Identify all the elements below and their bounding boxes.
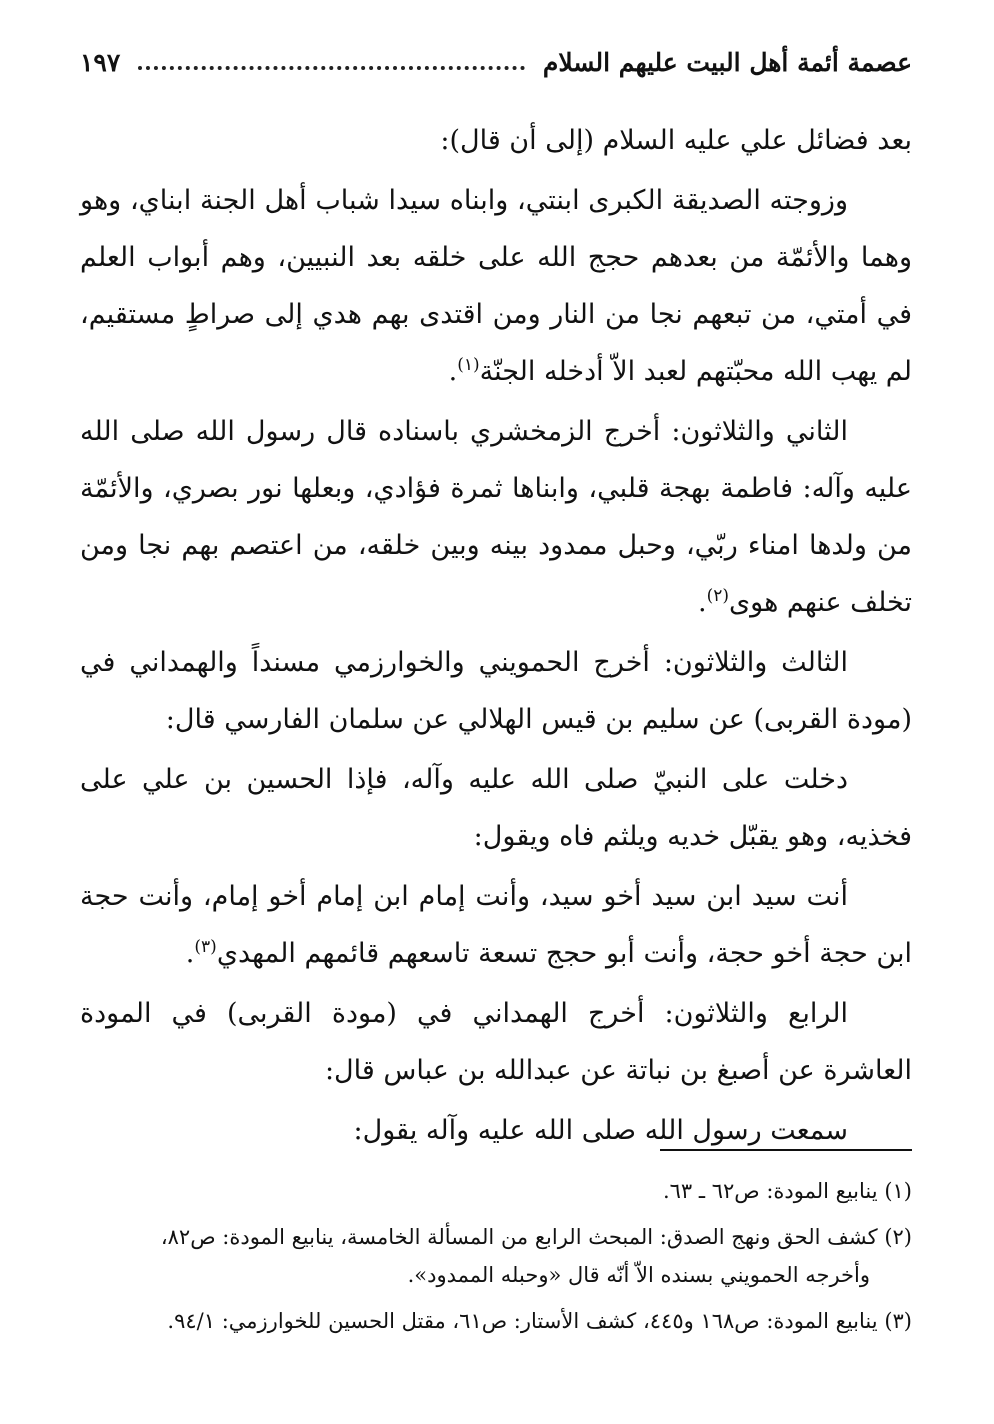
main-text bbox=[80, 112, 912, 1162]
paragraph: الثاني والثلاثون: أخرج الزمخشري باسناده قال رسول الله صلى الله عليه وآله: فاطمة بهجة قلبي، وابناها ثمرة فؤادي، وبعلها نور بصري، والأئمّة من ولدها امناء ربّي، وحبل ممدود بينه وبين خلقه، من اعتصم بهم نجا ومن تخلف عنهم هوى$^{(٢)}$. bbox=[80, 416, 912, 618]
footnote-number: (٣) bbox=[884, 1309, 912, 1333]
footnote-number: (١) bbox=[884, 1179, 912, 1203]
footnote-text: ينابيع المودة: ص٦٢ ـ ٦٣. bbox=[662, 1179, 878, 1203]
footnote-text: ينابيع المودة: ص١٦٨ و٤٤٥، كشف الأستار: ص٦١، مقتل الحسين للخوارزمي: ٩٤/١. bbox=[167, 1309, 878, 1333]
footnotes bbox=[80, 1172, 912, 1348]
paragraph: أنت سيد ابن سيد أخو سيد، وأنت إمام ابن إمام أخو إمام، وأنت حجة ابن حجة أخو حجة، وأنت أبو حجج تسعة تاسعهم قائمهم المهدي$^{(٣)}$. bbox=[80, 881, 912, 969]
paragraph bbox=[80, 751, 912, 865]
footnote-text: كشف الحق ونهج الصدق: المبحث الرابع من المسألة الخامسة، ينابيع المودة: ص٨٢، bbox=[160, 1225, 878, 1249]
paragraph-text: سمعت رسول الله صلى الله عليه وآله يقول: bbox=[353, 1115, 848, 1146]
paragraph-text: الثاني والثلاثون: أخرج الزمخشري باسناده قال رسول الله صلى الله عليه وآله: فاطمة بهجة قلبي، وابناها ثمرة فؤادي، وبعلها نور بصري، والأئمّة من ولدها امناء ربّي، وحبل ممدود بينه وبين خلقه، من اعتصم بهم نجا ومن تخلف عنهم هوى bbox=[80, 416, 912, 618]
footnote-ref[interactable]: (٢) bbox=[706, 586, 729, 606]
paragraph bbox=[80, 985, 912, 1099]
footnote-separator bbox=[660, 1149, 912, 1151]
paragraph bbox=[80, 634, 912, 748]
paragraph bbox=[80, 112, 912, 169]
footnote-continuation: وأخرجه الحمويني بسنده الاّ أنّه قال «وحبله الممدود». bbox=[407, 1263, 870, 1287]
paragraph-text: الرابع والثلاثون: أخرج الهمداني في (مودة القربى) في المودة العاشرة عن أصبغ بن نباتة عن عبدالله بن عباس قال: bbox=[80, 998, 912, 1086]
footnote bbox=[80, 1302, 912, 1340]
paragraph-text: وزوجته الصديقة الكبرى ابنتي، وابناه سيدا شباب أهل الجنة ابناي، وهو وهما والأئمّة من بعدهم حجج الله على خلقه بعد النبيين، وهم أبواب العلم في أمتي، من تبعهم نجا من النار ومن اقتدى بهم هدي إلى صراطٍ مستقيم، لم يهب الله محبّتهم لعبد الاّ أدخله الجنّة bbox=[80, 185, 912, 387]
paragraph-text: بعد فضائل علي عليه السلام (إلى أن قال): bbox=[440, 125, 912, 156]
running-header bbox=[80, 40, 912, 84]
page-number: ١٩٧ bbox=[80, 47, 121, 77]
footnote-ref[interactable]: (١) bbox=[457, 355, 480, 375]
footnote bbox=[80, 1172, 912, 1210]
paragraph-text: دخلت على النبيّ صلى الله عليه وآله، فإذا الحسين بن علي على فخذيه، وهو يقبّل خديه ويلثم فاه ويقول: bbox=[80, 764, 912, 852]
paragraph-text: أنت سيد ابن سيد أخو سيد، وأنت إمام ابن إمام أخو إمام، وأنت حجة ابن حجة أخو حجة، وأنت أبو حجج تسعة تاسعهم قائمهم المهدي bbox=[80, 881, 912, 969]
leader-dots bbox=[138, 66, 525, 70]
footnote-number: (٢) bbox=[884, 1225, 912, 1249]
footnote bbox=[80, 1218, 912, 1294]
paragraph-text: الثالث والثلاثون: أخرج الحمويني والخوارزمي مسنداً والهمداني في (مودة القربى) عن سليم بن قيس الهلالي عن سلمان الفارسي قال: bbox=[80, 647, 912, 735]
running-title: عصمة أئمة أهل البيت عليهم السلام bbox=[542, 47, 912, 77]
footnote-ref[interactable]: (٣) bbox=[194, 937, 217, 957]
paragraph: وزوجته الصديقة الكبرى ابنتي، وابناه سيدا شباب أهل الجنة ابناي، وهو وهما والأئمّة من بعدهم حجج الله على خلقه بعد النبيين، وهم أبواب العلم في أمتي، من تبعهم نجا من النار ومن اقتدى بهم هدي إلى صراطٍ مستقيم، لم يهب الله محبّتهم لعبد الاّ أدخله الجنّة$^{(١)}$. bbox=[80, 185, 912, 387]
